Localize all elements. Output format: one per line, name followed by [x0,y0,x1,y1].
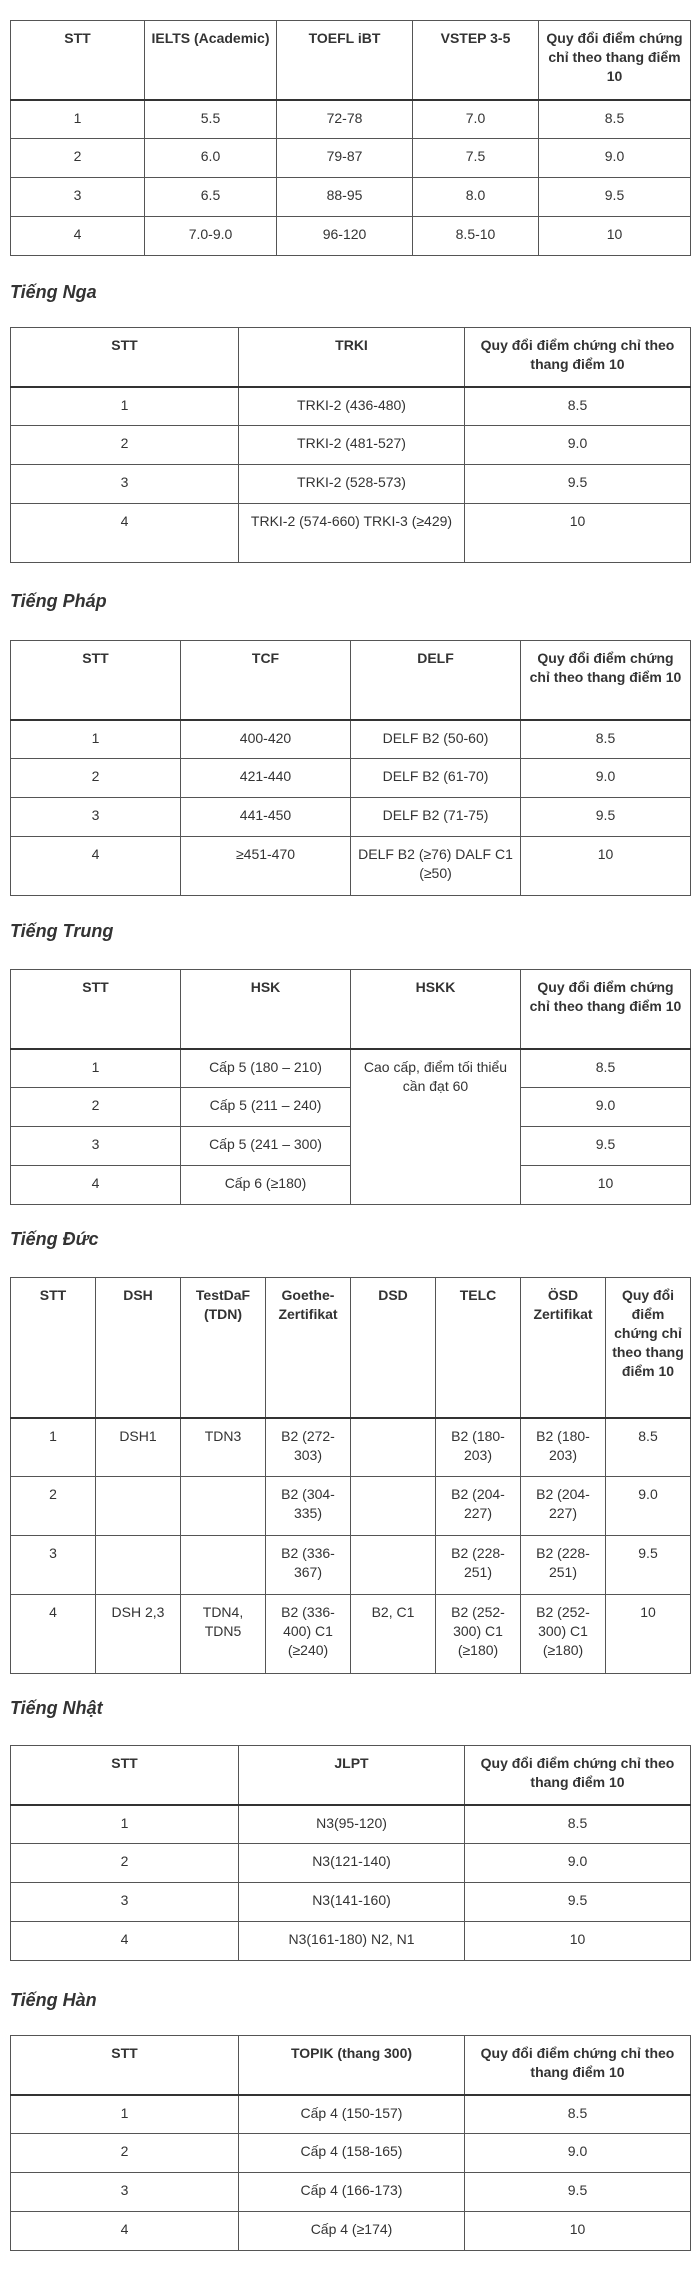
header-cell: DSD [351,1278,436,1418]
header-cell: STT [11,2036,239,2095]
header-cell: STT [11,1278,96,1418]
table-cell: 10 [465,504,691,563]
table-cell: B2 (252-300) C1 (≥180) [521,1595,606,1674]
table-header-row [11,641,691,720]
table-row [11,504,691,563]
table-cell: 421-440 [181,759,351,798]
section-heading-german: Tiếng Đức [10,1229,99,1249]
table-row [11,1922,691,1961]
table-cell: DSH1 [96,1418,181,1477]
table-cell: 9.5 [465,2173,691,2212]
header-cell: TOEFL iBT [277,21,413,100]
german-score-table [10,1277,691,1674]
table-cell: 10 [539,217,691,256]
table-row [11,217,691,256]
table-cell: 9.5 [465,465,691,504]
table-header-row [11,1278,691,1418]
table-cell: N3(161-180) N2, N1 [239,1922,465,1961]
header-cell: DELF [351,641,521,720]
table-cell: Cấp 4 (150-157) [239,2095,465,2134]
table-row [11,1595,691,1674]
table-cell [96,1536,181,1595]
header-cell: Quy đổi điểm chứng chỉ theo thang điểm 10 [521,641,691,720]
header-cell: STT [11,328,239,387]
table-cell: 3 [11,2173,239,2212]
table-row [11,2212,691,2251]
header-cell: TRKI [239,328,465,387]
table-cell: TDN3 [181,1418,266,1477]
table-cell: B2 (228-251) [436,1536,521,1595]
table-cell [181,1477,266,1536]
table-cell: 3 [11,465,239,504]
table-cell: 4 [11,1595,96,1674]
table-row [11,178,691,217]
table-row [11,759,691,798]
table-cell: 8.0 [413,178,539,217]
table-cell: Cấp 4 (166-173) [239,2173,465,2212]
table-cell: N3(141-160) [239,1883,465,1922]
table-cell: Cấp 4 (158-165) [239,2134,465,2173]
table-row [11,465,691,504]
table-cell: TDN4, TDN5 [181,1595,266,1674]
table-row [11,139,691,178]
table-cell: 9.5 [521,798,691,837]
korean-score-table [10,2035,691,2251]
table-header-row [11,21,691,100]
table-header-row [11,328,691,387]
table-cell [96,1477,181,1536]
table-cell: B2, C1 [351,1595,436,1674]
section-heading-korean: Tiếng Hàn [10,1990,97,2010]
table-cell: 3 [11,1127,181,1166]
table-cell: 8.5 [465,2095,691,2134]
table-row [11,1477,691,1536]
table-cell: Cấp 5 (241 – 300) [181,1127,351,1166]
table-cell: B2 (180-203) [436,1418,521,1477]
table-cell: 4 [11,1166,181,1205]
header-cell: TOPIK (thang 300) [239,2036,465,2095]
table-cell: 9.5 [606,1536,691,1595]
table-cell: B2 (252-300) C1 (≥180) [436,1595,521,1674]
table-cell: 8.5 [539,100,691,139]
table-cell: DELF B2 (71-75) [351,798,521,837]
table-cell: 441-450 [181,798,351,837]
table-cell: 4 [11,2212,239,2251]
table-cell: DSH 2,3 [96,1595,181,1674]
table-cell: 10 [521,837,691,896]
table-cell: TRKI-2 (436-480) [239,387,465,426]
table-cell: 9.0 [606,1477,691,1536]
table-header-row [11,2036,691,2095]
table-cell: Cấp 4 (≥174) [239,2212,465,2251]
table-cell: 9.0 [465,1844,691,1883]
table-cell: 79-87 [277,139,413,178]
chinese-score-table [10,969,691,1205]
table-cell: 2 [11,1088,181,1127]
table-row [11,2134,691,2173]
table-cell: 10 [465,2212,691,2251]
header-cell: STT [11,1746,239,1805]
header-cell: ÖSD Zertifikat [521,1278,606,1418]
table-cell: Cấp 6 (≥180) [181,1166,351,1205]
table-cell: 8.5 [606,1418,691,1477]
table-cell: 9.0 [465,426,691,465]
table-cell: B2 (180-203) [521,1418,606,1477]
table-cell: 6.5 [145,178,277,217]
table-cell: 400-420 [181,720,351,759]
table-cell: DELF B2 (50-60) [351,720,521,759]
header-cell: Quy đổi điểm chứng chỉ theo thang điểm 10 [465,2036,691,2095]
table-cell: 9.0 [539,139,691,178]
header-cell: Goethe-Zertifikat [266,1278,351,1418]
table-row [11,1844,691,1883]
table-cell: 7.0-9.0 [145,217,277,256]
table-cell: 8.5 [465,1805,691,1844]
table-cell: B2 (304-335) [266,1477,351,1536]
table-cell: 9.5 [521,1127,691,1166]
header-cell: STT [11,970,181,1049]
table-cell: 8.5 [465,387,691,426]
table-cell: 3 [11,798,181,837]
section-heading-chinese: Tiếng Trung [10,921,114,941]
header-cell: Quy đổi điểm chứng chỉ theo thang điểm 10 [465,1746,691,1805]
table-cell: 10 [465,1922,691,1961]
table-cell: 96-120 [277,217,413,256]
table-cell: 1 [11,100,145,139]
table-cell [351,1477,436,1536]
table-cell: B2 (336-367) [266,1536,351,1595]
table-cell: ≥451-470 [181,837,351,896]
header-cell: TCF [181,641,351,720]
table-cell: 10 [606,1595,691,1674]
french-score-table [10,640,691,896]
header-cell: STT [11,21,145,100]
table-row [11,1418,691,1477]
table-row [11,100,691,139]
table-cell: 72-78 [277,100,413,139]
header-cell: STT [11,641,181,720]
table-row [11,1805,691,1844]
table-cell: 7.0 [413,100,539,139]
table-cell: 2 [11,426,239,465]
table-row [11,798,691,837]
table-cell: 9.5 [465,1883,691,1922]
header-cell: JLPT [239,1746,465,1805]
table-cell: 8.5 [521,1049,691,1088]
table-cell: 9.5 [539,178,691,217]
table-row [11,1883,691,1922]
table-cell: 4 [11,837,181,896]
table-cell: B2 (336-400) C1 (≥240) [266,1595,351,1674]
header-cell: DSH [96,1278,181,1418]
header-cell: HSK [181,970,351,1049]
table-cell: 1 [11,387,239,426]
table-row [11,426,691,465]
table-cell: DELF B2 (≥76) DALF C1 (≥50) [351,837,521,896]
table-cell: 10 [521,1166,691,1205]
table-cell: 4 [11,1922,239,1961]
table-cell: 2 [11,139,145,178]
table-cell: 1 [11,1805,239,1844]
table-cell: 8.5 [521,720,691,759]
table-cell: N3(95-120) [239,1805,465,1844]
table-cell [181,1536,266,1595]
table-cell: 4 [11,504,239,563]
table-cell [351,1536,436,1595]
table-cell: 8.5-10 [413,217,539,256]
header-cell: Quy đổi điểm chứng chỉ theo thang điểm 10 [521,970,691,1049]
table-cell: 3 [11,1883,239,1922]
table-cell: 3 [11,178,145,217]
table-cell: TRKI-2 (574-660) TRKI-3 (≥429) [239,504,465,563]
table-cell: 1 [11,2095,239,2134]
russian-score-table [10,327,691,563]
header-cell: TestDaF (TDN) [181,1278,266,1418]
table-cell: 3 [11,1536,96,1595]
table-cell: B2 (204-227) [521,1477,606,1536]
header-cell: IELTS (Academic) [145,21,277,100]
table-cell: N3(121-140) [239,1844,465,1883]
section-heading-russian: Tiếng Nga [10,282,97,302]
table-cell: Cấp 5 (211 – 240) [181,1088,351,1127]
table-row [11,1536,691,1595]
table-row [11,1049,691,1088]
header-cell: VSTEP 3-5 [413,21,539,100]
header-cell: TELC [436,1278,521,1418]
hskk-merged-cell: Cao cấp, điểm tối thiểu cần đạt 60 [351,1049,521,1205]
table-cell: TRKI-2 (528-573) [239,465,465,504]
table-cell: 9.0 [521,1088,691,1127]
table-cell: DELF B2 (61-70) [351,759,521,798]
table-row [11,2095,691,2134]
table-cell: Cấp 5 (180 – 210) [181,1049,351,1088]
table-cell: 88-95 [277,178,413,217]
table-cell: B2 (204-227) [436,1477,521,1536]
table-cell: 1 [11,1418,96,1477]
table-cell: 4 [11,217,145,256]
table-header-row [11,970,691,1049]
japanese-score-table [10,1745,691,1961]
table-cell: 6.0 [145,139,277,178]
section-heading-french: Tiếng Pháp [10,591,107,611]
table-row [11,387,691,426]
table-row [11,2173,691,2212]
table-cell: 1 [11,1049,181,1088]
english-score-table [10,20,691,256]
table-cell: TRKI-2 (481-527) [239,426,465,465]
header-cell: HSKK [351,970,521,1049]
table-cell: 2 [11,1844,239,1883]
section-heading-japanese: Tiếng Nhật [10,1698,103,1718]
table-cell: 2 [11,2134,239,2173]
table-cell: 2 [11,1477,96,1536]
table-row [11,837,691,896]
table-cell [351,1418,436,1477]
table-cell: 2 [11,759,181,798]
table-row [11,720,691,759]
table-cell: B2 (272-303) [266,1418,351,1477]
table-cell: 5.5 [145,100,277,139]
table-cell: 9.0 [465,2134,691,2173]
table-cell: 7.5 [413,139,539,178]
header-cell: Quy đổi điểm chứng chỉ theo thang điểm 10 [606,1278,691,1418]
header-cell: Quy đổi điểm chứng chỉ theo thang điểm 10 [465,328,691,387]
table-header-row [11,1746,691,1805]
table-cell: B2 (228-251) [521,1536,606,1595]
table-cell: 1 [11,720,181,759]
header-cell: Quy đổi điểm chứng chỉ theo thang điểm 10 [539,21,691,100]
table-cell: 9.0 [521,759,691,798]
